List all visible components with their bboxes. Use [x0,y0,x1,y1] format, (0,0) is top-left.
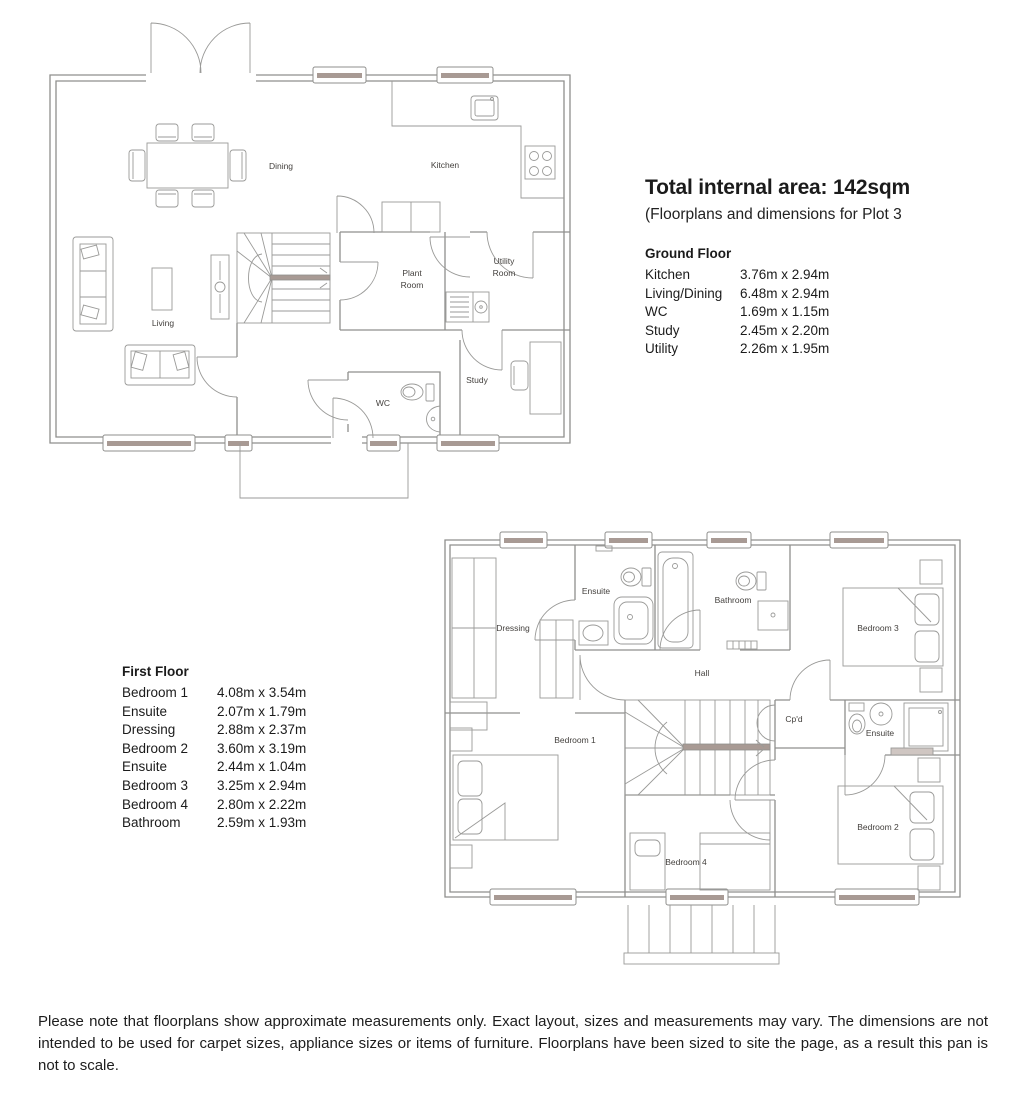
ensuite-side-fixtures [849,703,948,755]
dressing-label: Dressing [496,623,530,633]
plant-room-label-2: Room [400,280,424,290]
toilet [401,384,423,400]
room-dimensions: 3.76m x 2.94m [740,267,830,282]
dimension-row [645,340,895,359]
dimension-row [122,684,382,703]
toilet [621,568,641,586]
first-floor-room-labels [496,586,899,867]
room-name: Living/Dining [645,285,723,301]
room-name: Bedroom 1 [122,685,189,700]
room-dimensions: 6.48m x 2.94m [740,285,830,301]
basin [427,406,441,432]
room-name: Bedroom 3 [122,777,189,793]
plant-room-cupboard [382,202,440,232]
utility-sink-unit [446,292,489,322]
room-dimensions: 2.26m x 1.95m [740,341,830,357]
ground-floor-walls [50,75,570,443]
coffee-table [152,268,172,310]
room-dimensions: 2.44m x 1.04m [217,759,307,775]
hall-label: Hall [694,668,710,678]
first-floor-walls [445,540,960,897]
room-name: Kitchen [645,267,691,282]
bed-4 [630,833,665,890]
dimension-row [122,796,382,815]
cupboard-label: Cp'd [785,714,803,724]
ensuite-top-label: Ensuite [581,586,611,596]
room-name: Ensuite [122,759,168,775]
room-dimensions: 2.80m x 2.22m [217,796,307,812]
wc-label: WC [375,398,391,408]
utility-label-2: Room [492,268,516,278]
sofa-2 [125,345,195,385]
room-dimensions: 2.88m x 2.37m [217,722,307,738]
utility-label-1: Utility [493,256,515,266]
dimension-row [645,266,895,285]
front-door-opening [331,432,362,445]
room-dimensions: 4.08m x 3.54m [217,685,307,700]
wc-fixtures [401,384,440,432]
bathroom-label: Bathroom [714,595,752,605]
disclaimer-text: Please note that floorplans show approximate measurements only. Exact layout, sizes and measurements may vary. The dimensions are not intended to be used for carpet sizes, appliance sizes or items of furniture. Floorplans have been sized to site the page, as a result this pan is not to scale. [38,1013,988,1074]
plant-room-label-1: Plant [402,268,422,278]
ground-floor-rows [645,266,895,359]
vanity [758,601,788,630]
room-name: Dressing [122,722,176,738]
dimension-row [645,303,895,322]
dimension-row [122,777,382,796]
shower [614,597,653,644]
ensuite-side-label: Ensuite [865,728,895,738]
header-block [645,176,1015,224]
stairs-first [625,700,770,795]
study-label: Study [466,375,488,385]
room-dimensions: 1.69m x 1.15m [740,304,830,320]
toilet [736,572,756,590]
dining-label: Dining [268,161,294,171]
shower [904,703,948,751]
toilet [849,714,865,734]
page-title: Total internal area: 142sqm [645,176,910,199]
room-dimensions: 2.07m x 1.79m [217,703,307,719]
room-name: Bedroom 2 [122,740,189,756]
ground-floor-room-labels [152,160,515,408]
bedroom1-label: Bedroom 1 [554,735,596,745]
room-dimensions: 3.60m x 3.19m [217,740,307,756]
dimension-row [645,285,895,304]
room-dimensions: 3.25m x 2.94m [217,777,307,793]
room-name: WC [645,304,668,320]
balcony-canopy [624,905,779,964]
ground-floor-plan [40,15,620,510]
kitchen-fixtures [392,81,564,198]
dimension-row [645,322,895,341]
french-doors [151,23,250,73]
living-label: Living [151,318,175,328]
bedroom2-label: Bedroom 2 [857,822,899,832]
dining-table [129,124,246,207]
first-floor-plan [435,525,1024,990]
first-floor-heading: First Floor [122,664,189,679]
room-name: Bedroom 4 [122,796,189,812]
cupboard-doors [757,705,775,741]
room-name: Study [645,322,680,338]
hob [525,146,555,179]
first-floor-doors [535,600,885,840]
room-dimensions: 2.45m x 2.20m [740,322,830,338]
room-name: Utility [645,341,678,357]
ground-floor-heading: Ground Floor [645,246,732,261]
stairs-ground [237,233,330,323]
bed-1 [450,728,558,868]
study-desk [511,342,561,414]
dimension-row [122,740,382,759]
ground-floor-dimensions [645,246,895,359]
bedroom4-label: Bedroom 4 [665,857,707,867]
dimension-row [122,758,382,777]
dressing-wardrobes [450,558,573,730]
room-name: Ensuite [122,703,168,719]
kitchen-label: Kitchen [430,160,460,170]
page-subtitle: (Floorplans and dimensions for Plot 3 [645,206,902,223]
room-name: Bathroom [122,815,181,831]
room-dimensions: 2.59m x 1.93m [217,815,307,831]
bedroom4-wardrobe [700,833,770,890]
sofa [73,237,113,331]
dimension-row [122,814,382,833]
tv-unit [211,255,229,319]
dimension-row [122,703,382,722]
basin [870,703,892,725]
first-floor-dimensions [122,664,382,833]
bedroom3-label: Bedroom 3 [857,623,899,633]
first-floor-rows [122,684,382,833]
dimension-row [122,721,382,740]
